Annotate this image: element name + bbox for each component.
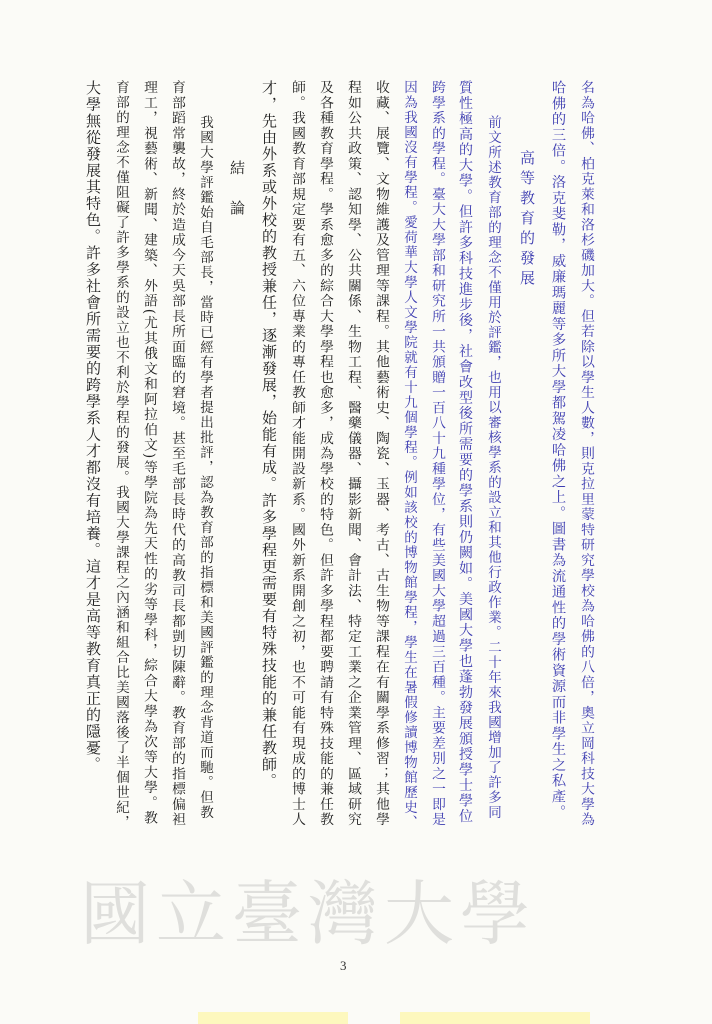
section-heading: 高等教育的發展: [518, 150, 536, 290]
paragraph-line: 育部蹈常襲故，終於造成今天吳部長所面臨的窘境。甚至毛部長時代的高教司長都剴切陳辭。教育部的指標偏袒: [169, 80, 185, 828]
paragraph-line: 師。我國教育部規定要有五、六位專業的專任教師才能開設新系。國外新系開創之初，也不可能有現成的博士人: [289, 80, 305, 828]
paragraph-line: 收藏、展覽、文物維護及管理等課程。其他藝術史、陶瓷、玉器、考古、古生物等課程在有關學系修習；其他學: [373, 80, 389, 828]
section-heading: 結 論: [228, 160, 246, 220]
paragraph-line: 及各種教育學程。學系愈多的綜合大學學程也愈多，成為學校的特色。但許多學程都要聘請有特殊技能的兼任教: [317, 80, 333, 828]
paragraph-line: 育部的理念不僅阻礙了許多學系的設立也不利於學程的發展。我國大學課程之內涵和組合比美國落後了半個世紀，: [113, 80, 129, 830]
paragraph-line: 理工，視藝術、新聞、建築、外語(尤其俄文和阿拉伯文)等學院為先天性的劣等學科，綜合大學為次等大學。教: [141, 80, 157, 826]
highlight-mark: [400, 1012, 590, 1024]
paragraph-line: 我國大學評鑑始自毛部長，當時已經有學者提出批評，認為教育部的指標和美國評鑑的理念背道而馳。但教: [197, 115, 213, 820]
paragraph-line: 程如公共政策、認知學、公共關係、生物工程、醫藥儀器、攝影新聞、會計法、特定工業之企業管理、區域研究: [345, 80, 361, 828]
watermark: 國立臺灣大學: [80, 873, 536, 955]
paragraph-line: 質性極高的大學。但許多科技進步後，社會改型後所需要的學系則仍闕如。美國大學也蓬勃發展頒授學士學位: [457, 80, 473, 824]
paragraph-line: 因為我國沒有學程。愛荷華大學人文學院就有十九個學程。例如該校的博物館學程，學生在暑假修讀博物館歷史、: [401, 80, 417, 830]
paragraph-line: 哈佛的三倍。洛克斐勒，威廉瑪麗等多所大學都駕凌哈佛之上。圖書為流通性的學術資源而非學生之私產。: [550, 80, 566, 821]
highlight-mark: [198, 1012, 348, 1024]
paragraph-line: 才，先由外系或外校的教授兼任，逐漸發展，始能有成。許多學程更需要有特殊技能的兼任教師。: [260, 80, 278, 790]
paragraph-line: 大學無從發展其特色。許多社會所需要的跨學系人才都沒有培養。這才是高等教育真正的隱憂。: [84, 80, 102, 773]
page-number: 3: [340, 958, 347, 973]
paragraph-line: 名為哈佛、柏克萊和洛杉磯加大。但若除以學生人數，則克拉里蒙特研究學校為哈佛的八倍，奧立岡科技大學為: [578, 80, 594, 828]
paragraph-line: 跨學系的學程。臺大大學部和研究所一共頒贈一百八十九種學位，有些美國大學超過三百種。主要差別之一即是: [429, 80, 445, 828]
paragraph-line: 前文所述教育部的理念不僅用於評鑑，也用以審核學系的設立和其他行政作業。二十年來我國增加了許多同: [485, 115, 501, 820]
